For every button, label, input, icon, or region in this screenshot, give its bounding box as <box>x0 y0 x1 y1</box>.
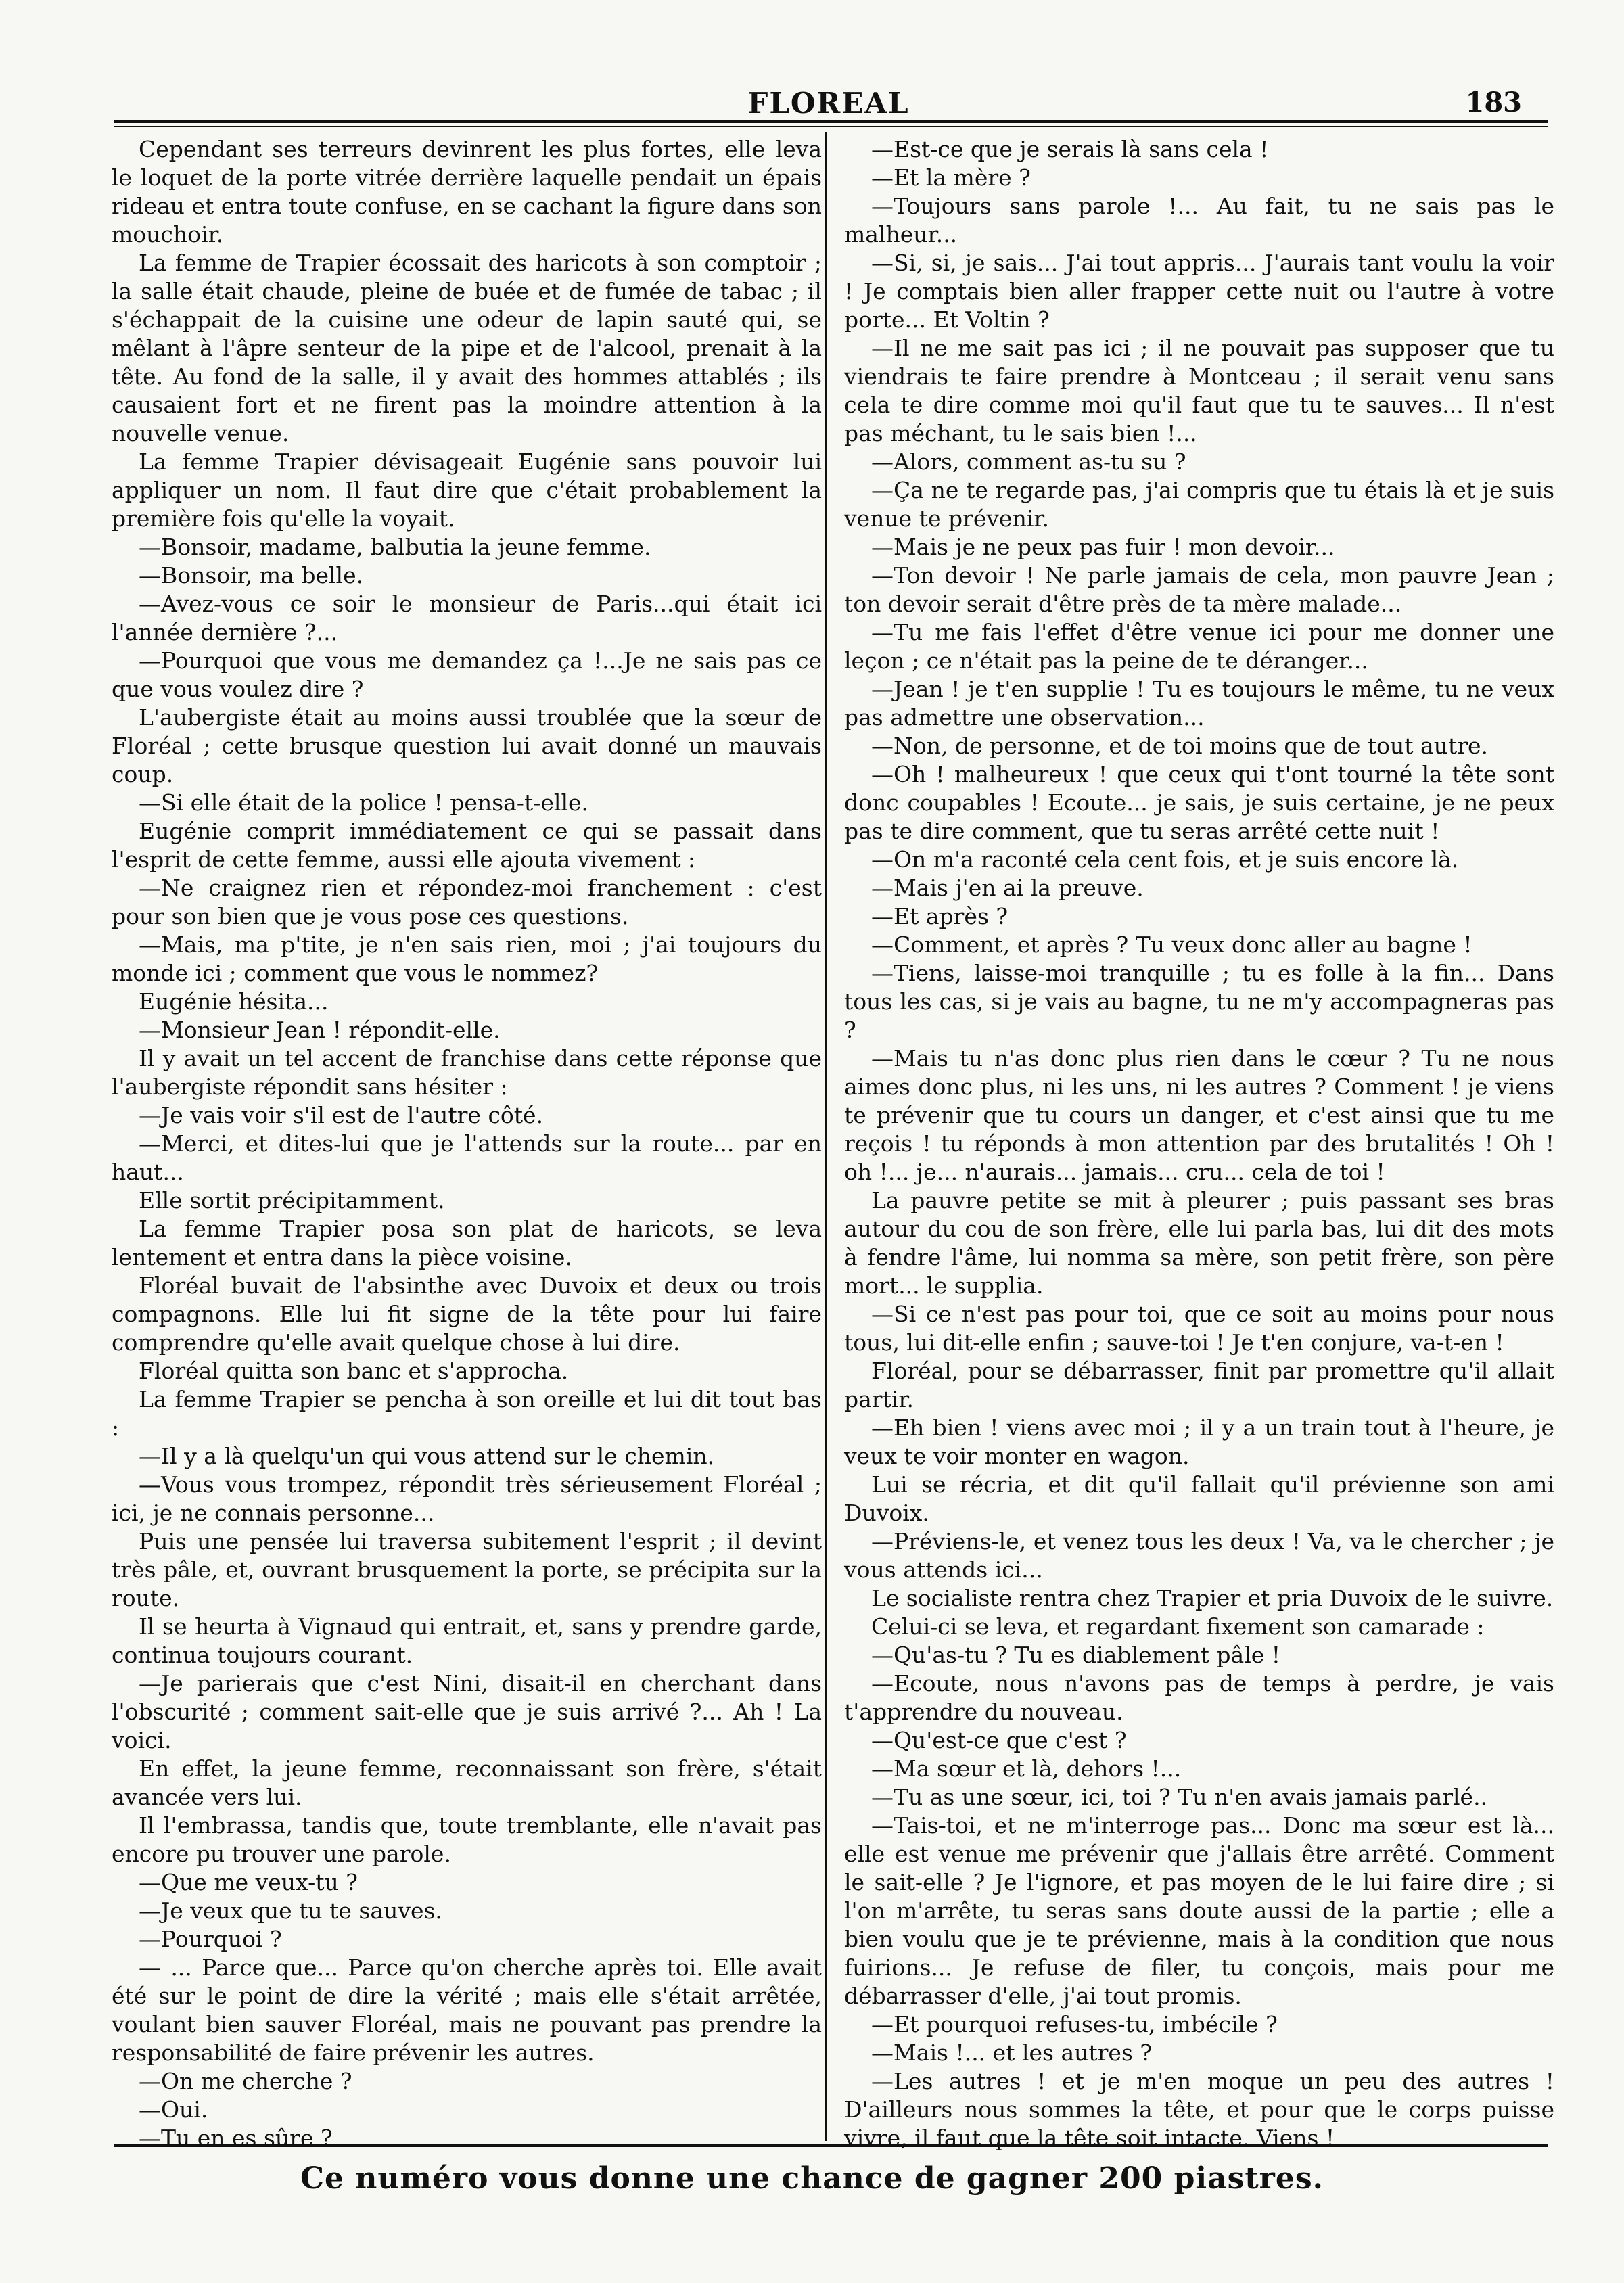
header-rule-thin <box>114 126 1548 127</box>
paragraph: —Monsieur Jean ! répondit-elle. <box>139 1017 501 1043</box>
paragraph: Il se heurta à Vignaud qui entrait, et, sans y prendre garde, continua toujours courant. <box>112 1613 822 1668</box>
paragraph: —Ça ne te regarde pas, j'ai compris que tu étais là et je suis venue te prévenir. <box>844 477 1554 532</box>
paragraph: —Tu en es sûre ? <box>139 2125 333 2151</box>
paragraph: —Ecoute, nous n'avons pas de temps à perdre, je vais t'apprendre du nouveau. <box>844 1670 1554 1725</box>
paragraph: —Jean ! je t'en supplie ! Tu es toujours le même, tu ne veux pas admettre une observation... <box>844 676 1554 731</box>
paragraph: —Et pourquoi refuses-tu, imbécile ? <box>871 2011 1278 2037</box>
footer-notice: Ce numéro vous donne une chance de gagner 200 piastres. <box>300 2161 1324 2196</box>
paragraph: En effet, la jeune femme, reconnaissant son frère, s'était avancée vers lui. <box>112 1755 822 1810</box>
paragraph: —Eh bien ! viens avec moi ; il y a un train tout à l'heure, je veux te voir monter en wagon. <box>844 1414 1554 1469</box>
paragraph: Cependant ses terreurs devinrent les plus fortes, elle leva le loquet de la porte vitrée derrière laquelle pendait un épais rideau et entra toute confuse, en se cachant la figure dans son mouchoir. <box>112 136 822 248</box>
paragraph: —Mais !... et les autres ? <box>871 2039 1153 2066</box>
paragraph: —Alors, comment as-tu su ? <box>871 448 1186 475</box>
page-title: FLOREAL <box>747 87 910 120</box>
paragraph: —Les autres ! et je m'en moque un peu des autres ! D'ailleurs nous sommes la tête, et pour que le corps puisse vivre, il faut que la tête soit intacte. Viens ! <box>844 2068 1554 2151</box>
paragraph: —Tu as une sœur, ici, toi ? Tu n'en avais jamais parlé.. <box>871 1784 1488 1810</box>
paragraph: —Qu'est-ce que c'est ? <box>871 1727 1127 1753</box>
paragraph: —Je veux que tu te sauves. <box>139 1897 442 1924</box>
paragraph: —Avez-vous ce soir le monsieur de Paris...qui était ici l'année dernière ?... <box>112 591 822 645</box>
paragraph: Eugénie hésita... <box>139 988 329 1015</box>
paragraph: L'aubergiste était au moins aussi troublée que la sœur de Floréal ; cette brusque question lui avait donné un mauvais coup. <box>112 704 822 787</box>
paragraph: —Il y a là quelqu'un qui vous attend sur le chemin. <box>139 1443 715 1469</box>
paragraph: —Bonsoir, ma belle. <box>139 562 364 589</box>
paragraph: —Il ne me sait pas ici ; il ne pouvait pas supposer que tu viendrais te faire prendre à Montceau ; il serait venu sans cela te dire comme moi qu'il faut que tu te sauves... Il n'est pas méchant, tu le sais bien !... <box>844 335 1554 446</box>
paragraph: —Mais j'en ai la preuve. <box>871 875 1144 901</box>
paragraph: —Non, de personne, et de toi moins que de tout autre. <box>871 733 1489 759</box>
paragraph: Floréal, pour se débarrasser, finit par promettre qu'il allait partir. <box>844 1358 1554 1412</box>
paragraph: —Bonsoir, madame, balbutia la jeune femme. <box>139 534 651 560</box>
paragraph: —Je vais voir s'il est de l'autre côté. <box>139 1102 544 1128</box>
paragraph: —Je parierais que c'est Nini, disait-il en cherchant dans l'obscurité ; comment sait-elle que je suis arrivé ?... Ah ! La voici. <box>112 1670 822 1753</box>
paragraph: —Ne craignez rien et répondez-moi franchement : c'est pour son bien que je vous pose ces questions. <box>112 875 822 929</box>
right-column <box>844 135 1554 2152</box>
paragraph: —Ton devoir ! Ne parle jamais de cela, mon pauvre Jean ; ton devoir serait d'être près de ta mère malade... <box>844 562 1554 617</box>
paragraph: La femme Trapier dévisageait Eugénie sans pouvoir lui appliquer un nom. Il faut dire que c'était probablement la première fois qu'elle la voyait. <box>112 448 822 532</box>
paragraph: —Mais tu n'as donc plus rien dans le cœur ? Tu ne nous aimes donc plus, ni les uns, ni les autres ? Comment ! je viens te prévenir que tu cours un danger, et c'est ainsi que tu me reçois ! tu réponds à mon attention par des brutalités ! Oh ! oh !... je... n'aurais... jamais... cru... cela de toi ! <box>844 1045 1554 1185</box>
paragraph: —Pourquoi ? <box>139 1926 282 1952</box>
footer-rule <box>114 2144 1548 2147</box>
paragraph: —Ma sœur et là, dehors !... <box>871 1755 1182 1782</box>
paragraph: —Et après ? <box>871 903 1008 929</box>
paragraph: —Pourquoi que vous me demandez ça !...Je ne sais pas ce que vous voulez dire ? <box>112 647 822 702</box>
paragraph: Il y avait un tel accent de franchise dans cette réponse que l'aubergiste répondit sans hésiter : <box>112 1045 822 1100</box>
paragraph: —Est-ce que je serais là sans cela ! <box>871 136 1269 162</box>
left-column <box>112 135 822 2152</box>
page-number: 183 <box>1465 87 1522 118</box>
paragraph: Floréal buvait de l'absinthe avec Duvoix et deux ou trois compagnons. Elle lui fit signe de la tête pour lui faire comprendre qu'elle avait quelque chose à lui dire. <box>112 1272 822 1356</box>
paragraph: —Comment, et après ? Tu veux donc aller au bagne ! <box>871 931 1472 958</box>
paragraph: —Tiens, laisse-moi tranquille ; tu es folle à la fin... Dans tous les cas, si je vais au bagne, tu ne m'y accompagneras pas ? <box>844 960 1554 1043</box>
paragraph: —Oui. <box>139 2096 208 2123</box>
paragraph: Eugénie comprit immédiatement ce qui se passait dans l'esprit de cette femme, aussi elle ajouta vivement : <box>112 818 822 873</box>
paragraph: Puis une pensée lui traversa subitement l'esprit ; il devint très pâle, et, ouvrant brusquement la porte, se précipita sur la route. <box>112 1528 822 1611</box>
paragraph: Il l'embrassa, tandis que, toute tremblante, elle n'avait pas encore pu trouver une parole. <box>112 1812 822 1867</box>
paragraph: —Si elle était de la police ! pensa-t-elle. <box>139 789 589 816</box>
header-rule <box>114 120 1548 123</box>
paragraph: Elle sortit précipitamment. <box>139 1187 445 1214</box>
paragraph: —Vous vous trompez, répondit très sérieusement Floréal ; ici, je ne connais personne... <box>112 1471 822 1526</box>
paragraph: —Mais, ma p'tite, je n'en sais rien, moi ; j'ai toujours du monde ici ; comment que vous le nommez? <box>112 931 822 986</box>
paragraph: — ... Parce que... Parce qu'on cherche après toi. Elle avait été sur le point de dire la vérité ; mais elle s'était arrêtée, voulant bien sauver Floréal, mais ne pouvant pas prendre la responsabilité de faire prévenir les autres. <box>112 1954 822 2066</box>
paragraph: —Que me veux-tu ? <box>139 1869 358 1895</box>
paragraph: La femme de Trapier écossait des haricots à son comptoir ; la salle était chaude, pleine de buée et de fumée de tabac ; il s'échappait de la cuisine une odeur de lapin sauté qui, se mêlant à l'âpre senteur de la pipe et de l'alcool, prenait à la tête. Au fond de la salle, il y avait des hommes attablés ; ils causaient fort et ne firent pas la moindre attention à la nouvelle venue. <box>112 250 822 446</box>
paragraph: —Préviens-le, et venez tous les deux ! Va, va le chercher ; je vous attends ici... <box>844 1528 1554 1583</box>
paragraph: —Qu'as-tu ? Tu es diablement pâle ! <box>871 1642 1281 1668</box>
paragraph: —On m'a raconté cela cent fois, et je suis encore là. <box>871 846 1459 873</box>
paragraph: —Mais je ne peux pas fuir ! mon devoir... <box>871 534 1335 560</box>
paragraph: —On me cherche ? <box>139 2068 352 2094</box>
paragraph: —Si ce n'est pas pour toi, que ce soit au moins pour nous tous, lui dit-elle enfin ; sauve-toi ! Je t'en conjure, va-t-en ! <box>844 1301 1554 1356</box>
paragraph: Le socialiste rentra chez Trapier et pria Duvoix de le suivre. <box>871 1585 1554 1611</box>
paragraph: —Toujours sans parole !... Au fait, tu ne sais pas le malheur... <box>844 193 1554 248</box>
paragraph: —Et la mère ? <box>871 164 1031 191</box>
paragraph: —Si, si, je sais... J'ai tout appris... J'aurais tant voulu la voir ! Je comptais bien aller frapper cette nuit ou l'autre à votre porte... Et Voltin ? <box>844 250 1554 333</box>
paragraph: La pauvre petite se mit à pleurer ; puis passant ses bras autour du cou de son frère, elle lui parla bas, lui dit des mots à fendre l'âme, lui nomma sa mère, son petit frère, son père mort... le supplia. <box>844 1187 1554 1299</box>
column-divider <box>825 132 827 2141</box>
paragraph: —Merci, et dites-lui que je l'attends sur la route... par en haut... <box>112 1130 822 1185</box>
paragraph: Celui-ci se leva, et regardant fixement son camarade : <box>871 1613 1485 1640</box>
paragraph: —Tais-toi, et ne m'interroge pas... Donc ma sœur est là... elle est venue me prévenir que j'allais être arrêté. Comment le sait-elle ? Je l'ignore, et pas moyen de le lui faire dire ; si l'on m'arrête, tu seras sans doute aussi de la partie ; elle a bien voulu que je te prévienne, mais à la condition que nous fuirions... Je refuse de filer, tu conçois, mais pour me débarrasser d'elle, j'ai tout promis. <box>844 1812 1554 2009</box>
paragraph: —Tu me fais l'effet d'être venue ici pour me donner une leçon ; ce n'était pas la peine de te déranger... <box>844 619 1554 674</box>
paragraph: La femme Trapier se pencha à son oreille et lui dit tout bas : <box>112 1386 822 1441</box>
paragraph: —Oh ! malheureux ! que ceux qui t'ont tourné la tête sont donc coupables ! Ecoute... je sais, je suis certaine, je ne peux pas te dire comment, que tu seras arrêté cette nuit ! <box>844 761 1554 844</box>
paragraph: La femme Trapier posa son plat de haricots, se leva lentement et entra dans la pièce voisine. <box>112 1216 822 1270</box>
paragraph: Lui se récria, et dit qu'il fallait qu'il prévienne son ami Duvoix. <box>844 1471 1554 1526</box>
paragraph: Floréal quitta son banc et s'approcha. <box>139 1358 569 1384</box>
